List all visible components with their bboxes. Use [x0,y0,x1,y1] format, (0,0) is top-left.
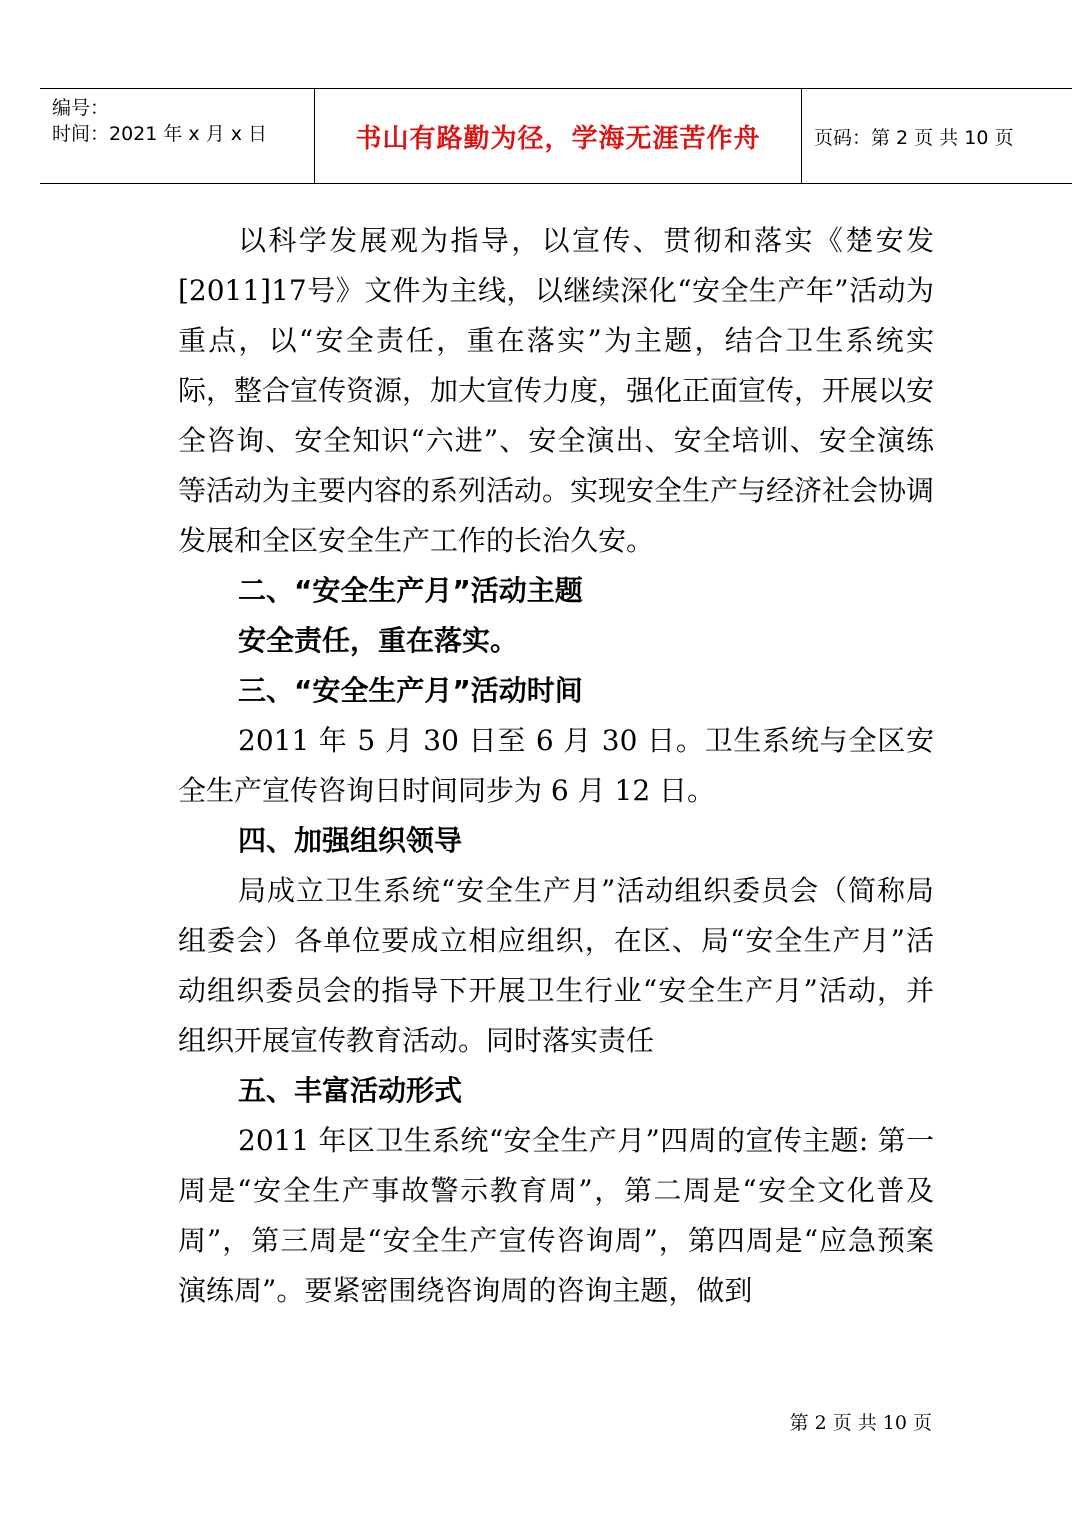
header-page-label: 页码：第 2 页 共 10 页 [814,126,1014,149]
activity-theme-text: 安全责任，重在落实。 [238,624,519,657]
document-time-label: 时间：2021 年 x 月 x 日 [52,123,268,145]
section-heading-organization: 四、加强组织领导 [238,824,463,857]
paragraph-guiding-ideology: 以科学发展观为指导，以宣传、贯彻和落实《楚安发[2011]17号》文件为主线，以继续深化“安全生产年”活动为重点，以“安全责任，重在落实”为主题，结合卫生系统实际，整合宣传资源，加大宣传力度，强化正面宣传，开展以安全咨询、安全知识“六进”、安全演出、安全培训、安全演练等活动为主要内容的系列活动。实现安全生产与经济社会协调发展和全区安全生产工作的长治久安。 [178,224,935,557]
paragraph-organization: 局成立卫生系统“安全生产月”活动组织委员会（简称局组委会）各单位要成立相应组织，在区、局“安全生产月”活动组织委员会的指导下开展卫生行业“安全生产月”活动，并组织开展宣传教育活动。同时落实责任 [178,874,934,1057]
paragraph-activity-forms: 2011 年区卫生系统“安全生产月”四周的宣传主题: 第一周是“安全生产事故警示教育周”，第二周是“安全文化普及周”，第三周是“安全生产宣传咨询周”，第四周是“应急预案演练周”。要紧密围绕咨询周的咨询主题，做到 [178,1124,934,1307]
section-heading-theme: 二、“安全生产月”活动主题 [238,574,583,607]
paragraph-activity-time: 2011 年 5 月 30 日至 6 月 30 日。卫生系统与全区安全生产宣传咨询日时间同步为 6 月 12 日。 [178,724,934,807]
document-body [178,216,934,1316]
document-header [40,88,1072,184]
document-number-label: 编号： [52,97,110,119]
section-heading-time: 三、“安全生产月”活动时间 [238,674,583,707]
section-heading-activity-forms: 五、丰富活动形式 [238,1074,463,1107]
page-footer: 第 2 页 共 10 页 [789,1412,932,1434]
header-meta [40,89,315,183]
header-motto: 书山有路勤为径，学海无涯苦作舟 [315,89,802,183]
